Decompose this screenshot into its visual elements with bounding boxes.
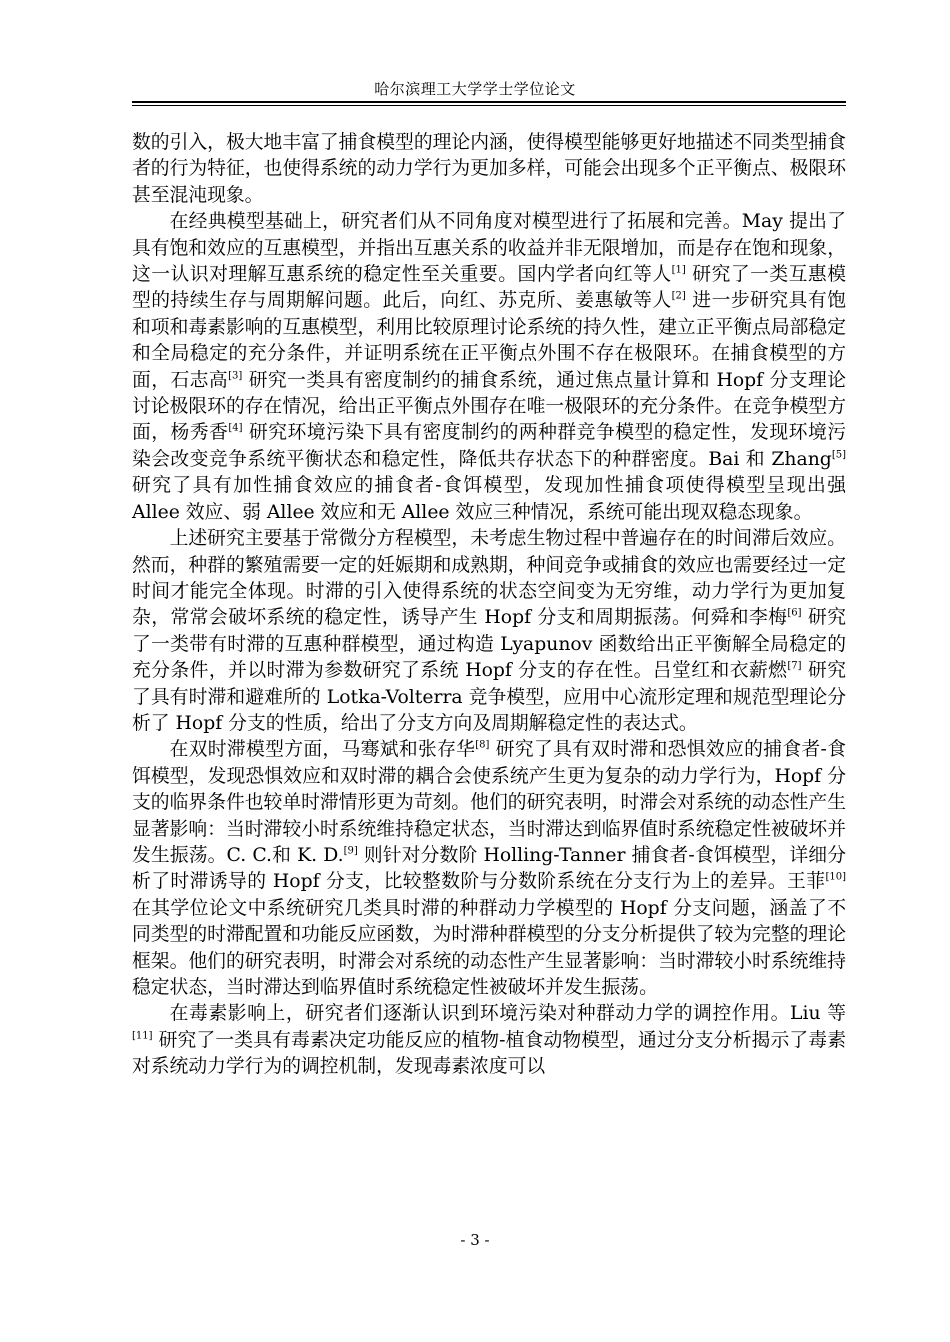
text-run: 研究了具有时滞和避难所的 Lotka-Volterra 竞争模型，应用中心流形定理和规范型理论分析了 Hopf 分支的性质，给出了分支方向及周期解稳定性的表达式。 (132, 660, 846, 734)
paragraph (132, 1001, 846, 1080)
text-run: 上述研究主要基于常微分方程模型，未考虑生物过程中普遍存在的时间滞后效应。然而，种群的繁殖需要一定的妊娠期和成熟期，种间竞争或捕食的效应也需要经过一定时间才能完全体现。时滞的引入使得系统的状态空间变为无穷维，动力学行为更加复杂，常常会破坏系统的稳定性，诱导产生 Hopf 分支和周期振荡。何舜和李梅 (132, 528, 846, 629)
header-rule-thick (132, 101, 846, 103)
citation-marker: [1] (671, 264, 686, 276)
text-run: 研究了一类带有时滞的互惠种群模型，通过构造 Lyapunov 函数给出正平衡解全局稳定的充分条件，并以时滞为参数研究了系统 Hopf 分支的存在性。吕堂红和衣薪燃 (132, 607, 846, 682)
citation-marker: [6] (787, 608, 802, 620)
header-rule-thin (132, 105, 846, 106)
text-run: 研究了一类互惠模型的持续生存与周期解问题。此后，向红、苏克所、姜惠敏等人 (132, 264, 846, 312)
text-run: 数的引入，极大地丰富了捕食模型的理论内涵，使得模型能够更好地描述不同类型捕食者的行为特征，也使得系统的动力学行为更加多样，可能会出现多个正平衡点、极限环甚至混沌现象。 (132, 132, 846, 206)
paragraph (132, 209, 846, 526)
paragraph (132, 130, 846, 209)
citation-marker: [10] (825, 872, 846, 884)
citation-marker: [4] (228, 423, 243, 435)
text-run: 研究环境污染下具有密度制约的两种群竞争模型的稳定性，发现环境污染会改变竞争系统平衡状态和稳定性，降低共存状态下的种群密度。Bai 和 Zhang (132, 422, 847, 470)
text-run: 研究一类具有密度制约的捕食系统，通过焦点量计算和 Hopf 分支理论讨论极限环的存在情况，给出正平衡点外围存在唯一极限环的充分条件。在竞争模型方面，杨秀香 (132, 369, 846, 444)
citation-marker: [3] (228, 370, 243, 382)
running-header: 哈尔滨理工大学学士学位论文 (374, 80, 576, 98)
text-run: 在双时滞模型方面，马骞斌和张存华 (169, 739, 476, 761)
citation-marker: [7] (787, 660, 802, 672)
text-run: 则针对分数阶 Holling-Tanner 捕食者-食饵模型，详细分析了时滞诱导的 Hopf 分支，比较整数阶与分数阶系统在分支行为上的差异。王菲 (132, 844, 846, 893)
citation-marker: [8] (475, 740, 490, 752)
paragraph (132, 737, 846, 1001)
citation-marker: [5] (831, 449, 846, 461)
citation-marker: [11] (132, 1030, 153, 1042)
citation-marker: [2] (671, 291, 686, 303)
text-run: 进一步研究具有饱和项和毒素影响的互惠模型，利用比较原理讨论系统的持久性，建立正平衡点局部稳定和全局稳定的充分条件，并证明系统在正平衡点外围不存在极限环。在捕食模型的方面，石志高 (132, 290, 846, 391)
text-run: 在毒素影响上，研究者们逐渐认识到环境污染对种群动力学的调控作用。Liu 等 (169, 1003, 846, 1025)
text-run: 研究了一类具有毒素决定功能反应的植物-植食动物模型，通过分支分析揭示了毒素对系统动力学行为的调控机制，发现毒素浓度可以 (132, 1029, 846, 1078)
text-run: 研究了具有双时滞和恐惧效应的捕食者-食饵模型，发现恐惧效应和双时滞的耦合会使系统产生更为复杂的动力学行为，Hopf 分支的临界条件也较单时滞情形更为苛刻。他们的研究表明，时滞会对系统的动态性产生显著影响：当时滞较小时系统维持稳定状态，当时滞达到临界值时系统稳定性被破坏并发生振荡。C. C.和 K. D. (132, 739, 846, 866)
text-run: 研究了具有加性捕食效应的捕食者-食饵模型，发现加性捕食项使得模型呈现出强 Allee 效应、弱 Allee 效应和无 Allee 效应三种情况，系统可能出现双稳态现象。 (132, 475, 846, 523)
citation-marker: [9] (343, 845, 358, 857)
text-run: 在经典模型基础上，研究者们从不同角度对模型进行了拓展和完善。May 提出了具有饱和效应的互惠模型，并指出互惠关系的收益并非无限增加，而是存在饱和现象，这一认识对理解互惠系统的稳定性至关重要。国内学者向红等人 (132, 211, 846, 286)
body-text (132, 130, 846, 1081)
page-number: - 3 - (460, 1231, 490, 1249)
paragraph (132, 526, 846, 737)
text-run: 在其学位论文中系统研究几类具时滞的种群动力学模型的 Hopf 分支问题，涵盖了不同类型的时滞配置和功能反应函数，为时滞种群模型的分支分析提供了较为完整的理论框架。他们的研究表明，时滞会对系统的动态性产生显著影响：当时滞较小时系统维持稳定状态，当时滞达到临界值时系统稳定性被破坏并发生振荡。 (132, 897, 846, 998)
